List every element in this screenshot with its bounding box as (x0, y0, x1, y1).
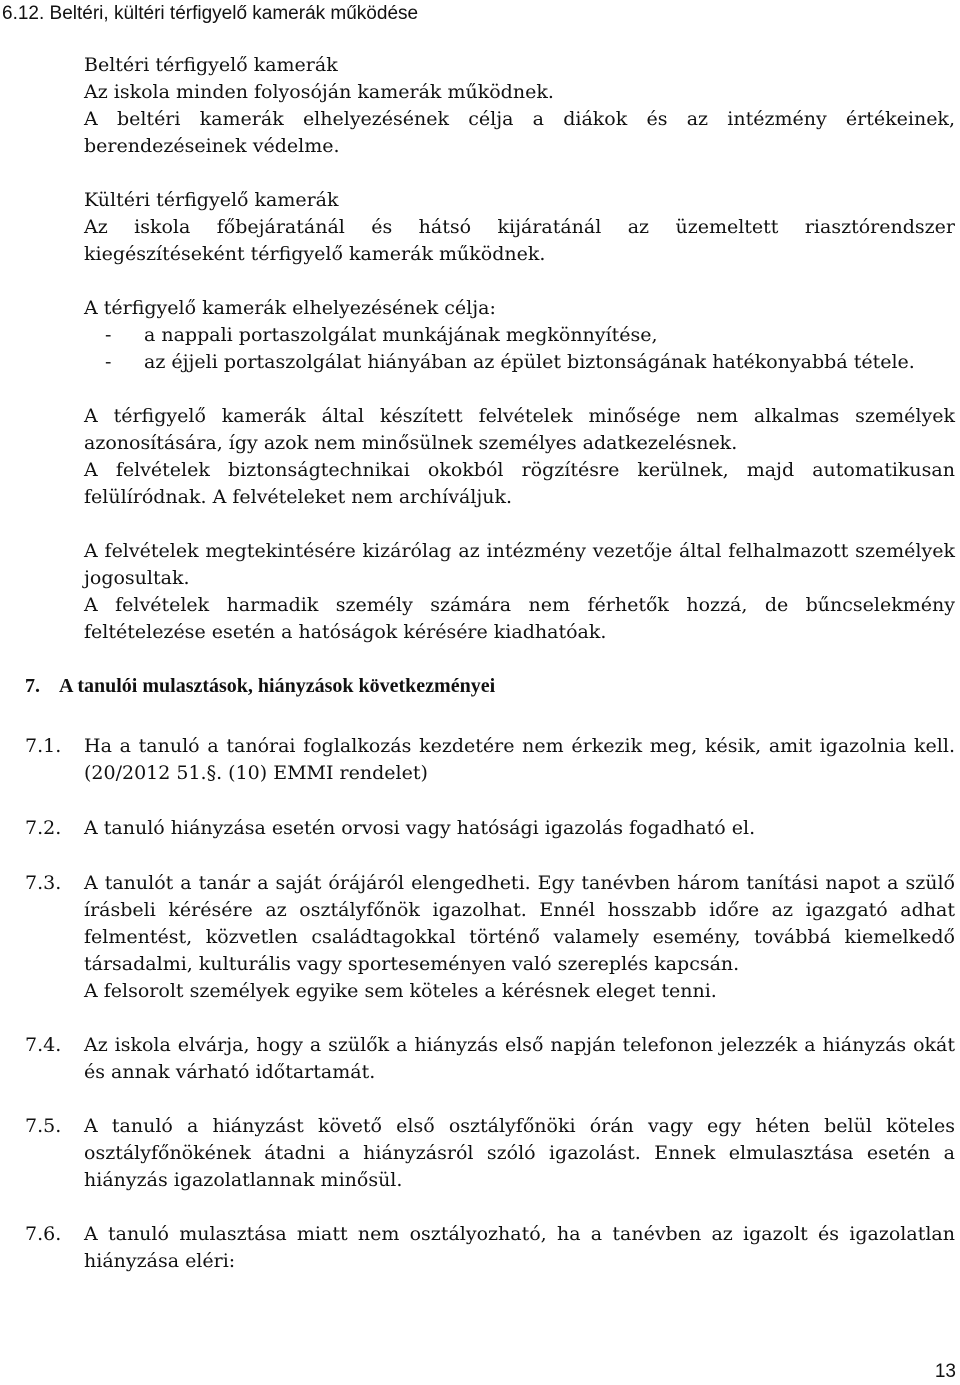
section-612-title: 6.12. Beltéri, kültéri térfigyelő kamerák működése (2, 3, 419, 24)
indoor-line2: A beltéri kamerák elhelyezésének célja a diákok és az intézmény értékeinek, berendezéseinek védelme. (84, 108, 955, 157)
indoor-line1: Az iskola minden folyosóján kamerák működnek. (84, 81, 554, 103)
purpose-item: - a nappali portaszolgálat munkájának megkönnyítése, (105, 324, 658, 346)
item-number: 7.4. (25, 1034, 62, 1056)
item-text: Az iskola elvárja, hogy a szülők a hiányzás első napján telefonon jelezzék a hiányzás okát és annak várható időtartamát. (84, 1034, 955, 1083)
item-extra: A felsorolt személyek egyike sem köteles a kérésnek eleget tenni. (84, 980, 717, 1002)
item-number: 7.1. (25, 735, 62, 757)
purpose-item: - az éjjeli portaszolgálat hiányában az épület biztonságának hatékonyabbá tétele. (105, 351, 915, 373)
item-text: A tanulót a tanár a saját órájáról elengedheti. Egy tanévben három tanítási napot a szülő írásbeli kérésére az osztályfőnök igazolhat. Ennél hosszabb időre az igazgató adhat felmentést, közvetlen családtagokkal történő valamely esemény, továbbá kiemelkedő társadalmi, kulturális vagy sporteseményen való szereplés kapcsán. (84, 872, 955, 975)
item-block (84, 870, 955, 1005)
item-number: 7.2. (25, 817, 62, 839)
outdoor-text: Az iskola főbejáratánál és hátsó kijáratánál az üzemeltett riasztórendszer kiegészítéseként térfigyelő kamerák működnek. (84, 216, 955, 265)
item-text: Ha a tanuló a tanórai foglalkozás kezdetére nem érkezik meg, késik, amit igazolnia kell. (20/2012 51.§. (10) EMMI rendelet) (84, 735, 955, 784)
outdoor-title: Kültéri térfigyelő kamerák (84, 189, 339, 211)
purpose-item-text: a nappali portaszolgálat munkájának megkönnyítése, (144, 324, 658, 346)
section-7-heading (25, 673, 495, 700)
purpose-block (84, 295, 955, 376)
purpose-item-text: az éjjeli portaszolgálat hiányában az épület biztonságának hatékonyabbá tétele. (144, 351, 915, 373)
section-7-number: 7. (25, 675, 40, 697)
item-number: 7.6. (25, 1223, 62, 1245)
section-7-title: A tanulói mulasztások, hiányzások következményei (59, 675, 496, 697)
item-number: 7.3. (25, 872, 62, 894)
indoor-title: Beltéri térfigyelő kamerák (84, 54, 338, 76)
item-text: A tanuló a hiányzást követő első osztályfőnöki órán vagy egy héten belül köteles osztályfőnökének átadni a hiányzásról szóló igazolást. Ennek elmulasztása esetén a hiányzás igazolatlannak minősül. (84, 1115, 955, 1191)
para-third: A felvételek harmadik személy számára nem férhetők hozzá, de bűncselekmény feltételezése esetén a hatóságok kérésére kiadhatóak. (84, 594, 955, 643)
purpose-title: A térfigyelő kamerák elhelyezésének célja: (84, 297, 496, 319)
item-text: A tanuló mulasztása miatt nem osztályozható, ha a tanévben az igazolt és igazolatlan hiányzása eléri: (84, 1223, 955, 1272)
item-text: A tanuló hiányzása esetén orvosi vagy hatósági igazolás fogadható el. (84, 817, 756, 839)
para-recording: A felvételek biztonságtechnikai okokból rögzítésre kerülnek, majd automatikusan felülíródnak. A felvételeket nem archíváljuk. (84, 459, 955, 508)
outdoor-block (84, 187, 955, 268)
page-number: 13 (934, 1361, 956, 1382)
item-number: 7.5. (25, 1115, 62, 1137)
para-quality: A térfigyelő kamerák által készített felvételek minősége nem alkalmas személyek azonosítására, így azok nem minősülnek személyes adatkezelésnek. (84, 405, 955, 454)
indoor-block (84, 52, 955, 160)
para-view: A felvételek megtekintésére kizárólag az intézmény vezetője által felhalmazott személyek jogosultak. (84, 540, 955, 589)
